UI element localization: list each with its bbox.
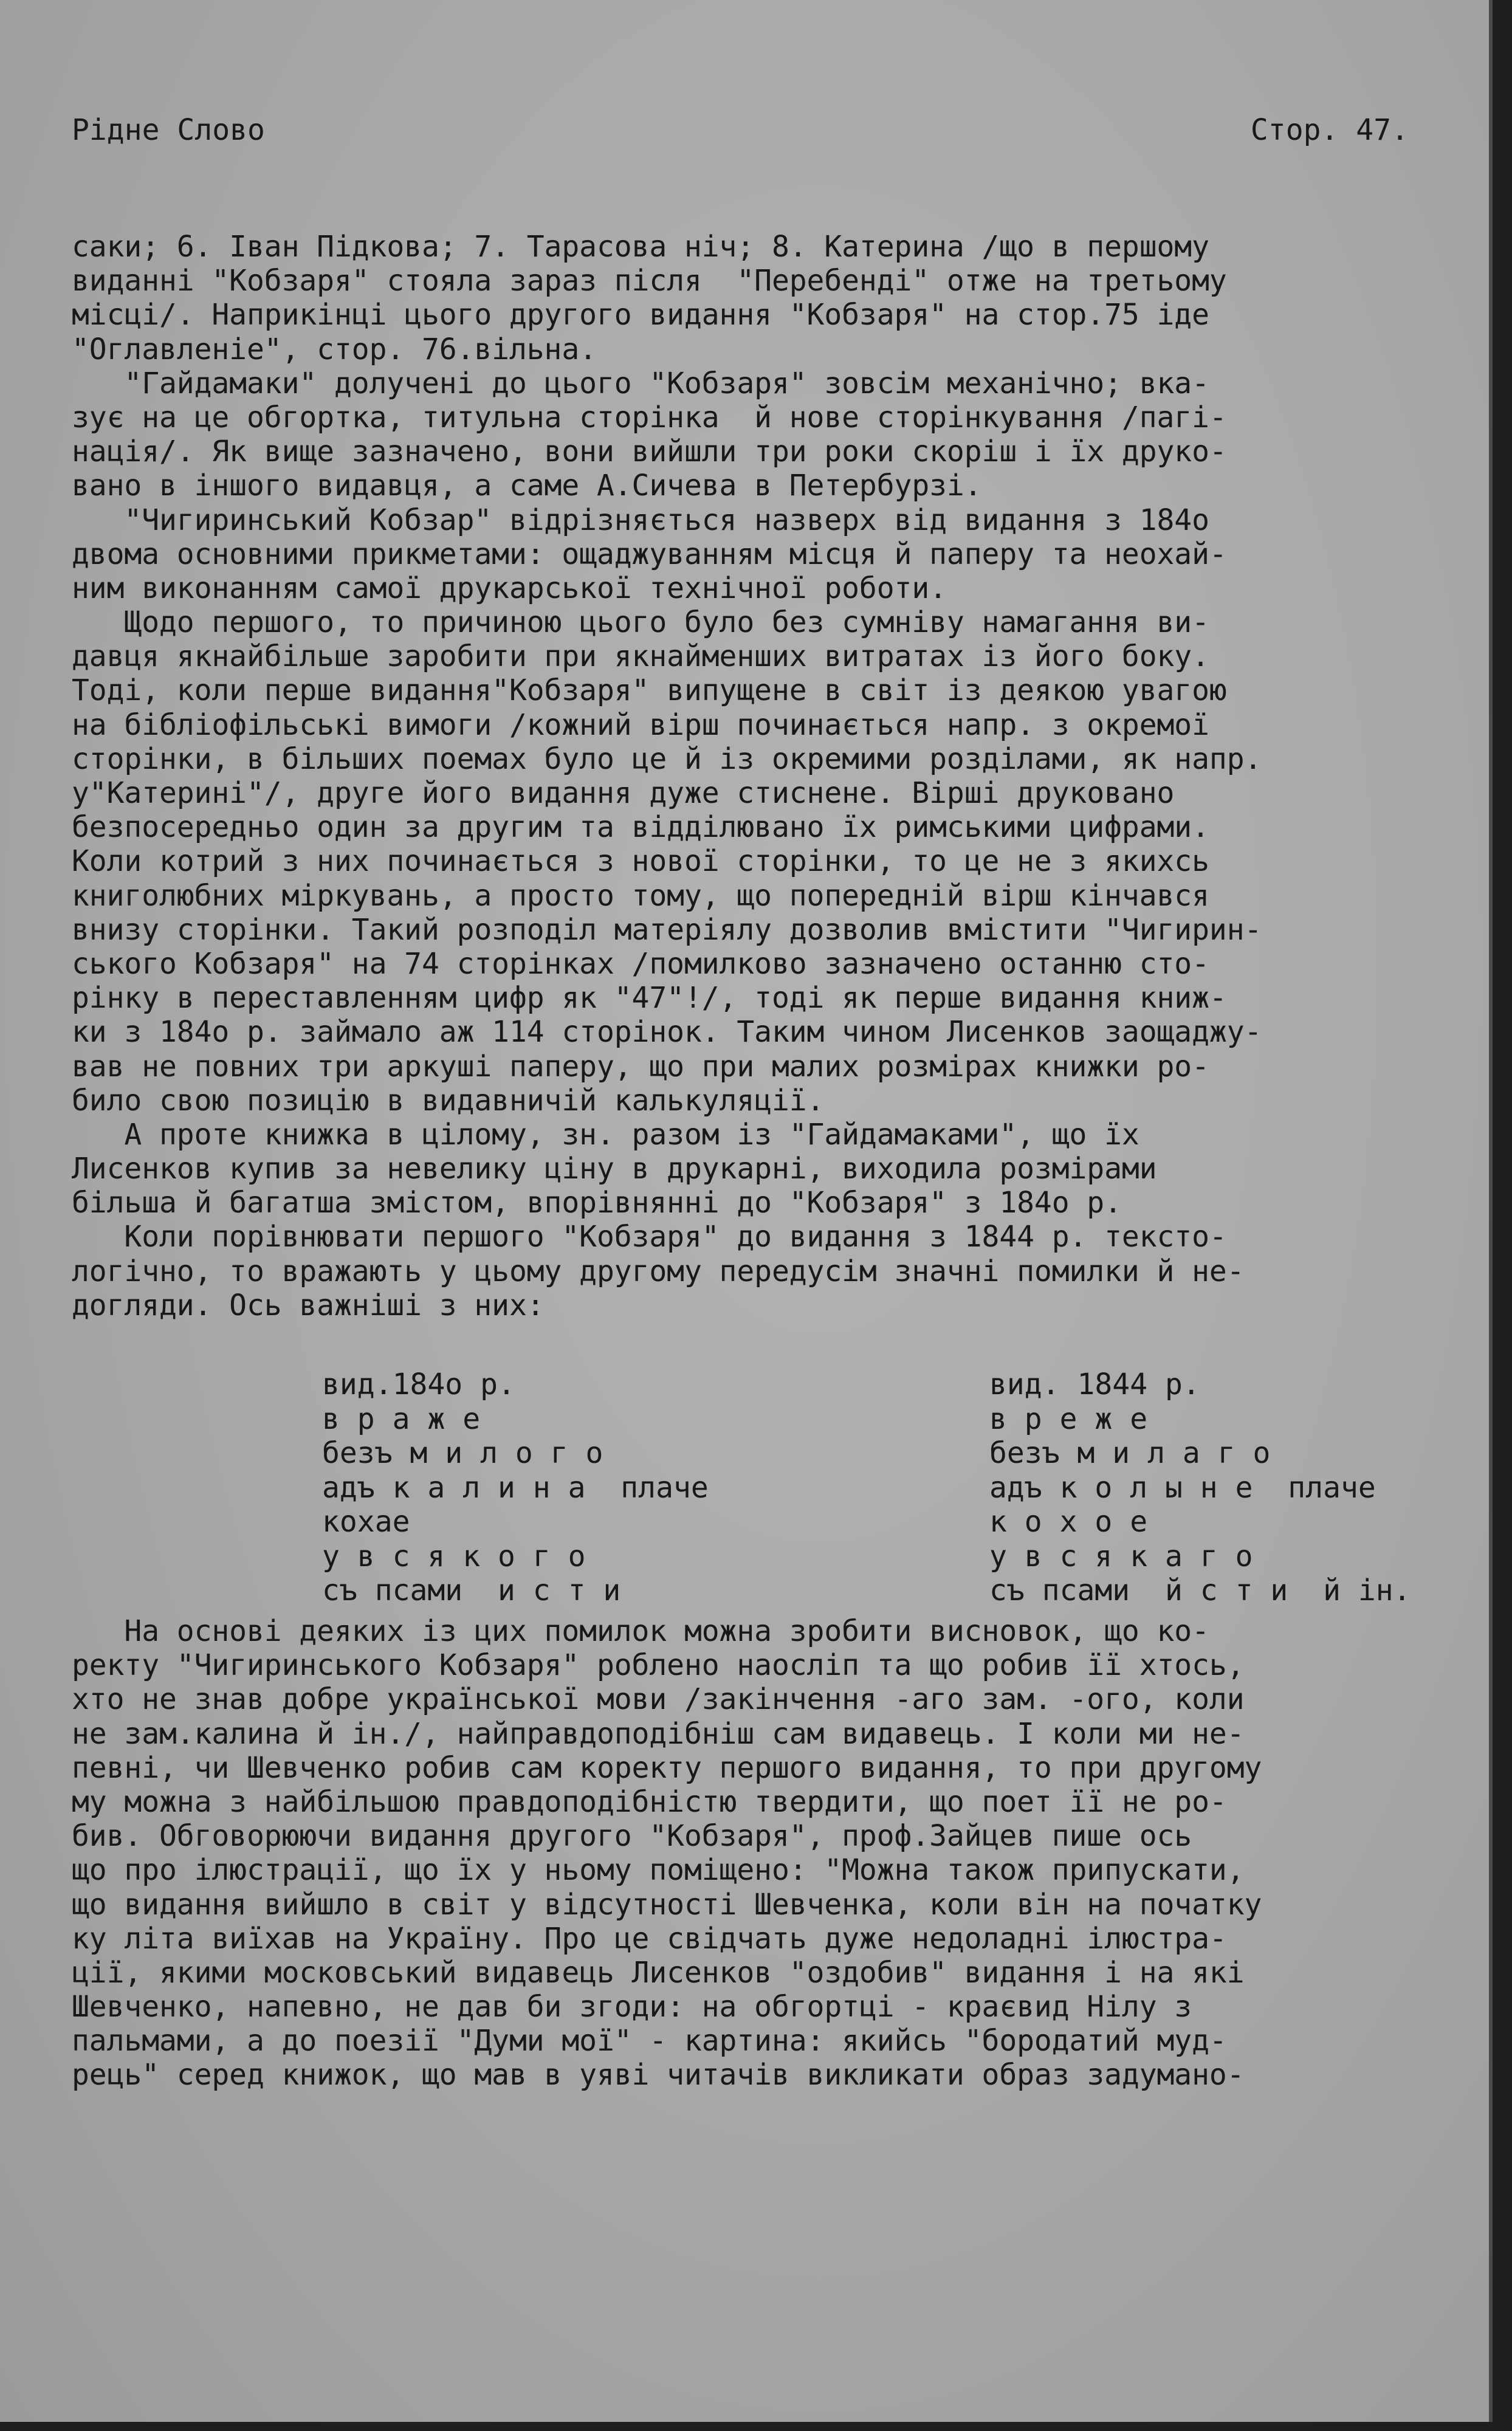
comparison-row	[72, 1367, 1469, 1402]
text-line: що видання вийшло в світ у відсутності Шевченка, коли він на початку	[72, 1887, 1262, 1922]
typewritten-document	[72, 0, 1482, 2422]
text-line: більша й багатша змістом, впорівнянні до "Кобзаря" з 184о р.	[72, 1186, 1122, 1220]
text-line: двома основними прикметами: ощаджуванням місця й паперу та неохай-	[72, 537, 1227, 571]
comparison-left: у в с я к о г о	[322, 1539, 586, 1573]
text-line: "Гайдамаки" долучені до цього "Кобзаря" зовсім механічно; вка-	[72, 366, 1209, 401]
text-line: не зам.калина й ін./, найправдоподібніш сам видавець. І коли ми не-	[72, 1716, 1245, 1751]
text-line: ки з 184о р. займало аж 114 сторінок. Таким чином Лисенков заощаджу-	[72, 1015, 1262, 1050]
text-block-bottom	[72, 1614, 1469, 2092]
comparison-row	[72, 1573, 1469, 1608]
text-line: саки; 6. Іван Підкова; 7. Тарасова ніч; 8. Катерина /що в першому	[72, 230, 1209, 264]
text-line: му можна з найбільшою правдоподібністю твердити, що поет її не ро-	[72, 1784, 1227, 1819]
text-line: безпосередньо один за другим та відділювано їх римськими цифрами.	[72, 810, 1209, 845]
text-line: рінку в переставленням цифр як "47"!/, тоді як перше видання книж-	[72, 981, 1227, 1016]
comparison-row	[72, 1505, 1469, 1539]
page-number: Стор. 47.	[1250, 113, 1409, 147]
text-line: Тоді, коли перше видання"Кобзаря" випущене в світ із деякою увагою	[72, 673, 1227, 708]
text-line: Коли котрий з них починається з нової сторінки, то це не з якихсь	[72, 844, 1209, 879]
text-line: Лисенков купив за невелику ціну в друкарні, виходила розмірами	[72, 1152, 1157, 1186]
text-line: "Оглавленіе", стор. 76.вільна.	[72, 332, 597, 366]
text-line: давця якнайбільше заробити при якнайменших витратах із його боку.	[72, 639, 1209, 674]
comparison-left: вид.184о р.	[322, 1367, 515, 1401]
comparison-row	[72, 1471, 1469, 1505]
comparison-left: адъ к а л и н а плаче	[322, 1470, 709, 1505]
comparison-left: съ псами и с т и	[322, 1573, 621, 1607]
text-line: било свою позицію в видавничій калькуляції.	[72, 1083, 825, 1118]
text-line: певні, чи Шевченко робив сам коректу першого видання, то при другому	[72, 1750, 1262, 1785]
page-header	[72, 113, 1409, 152]
text-line: що про ілюстрації, що їх у ньому поміщено: "Можна також припускати,	[72, 1853, 1245, 1888]
comparison-left: кохае	[322, 1505, 410, 1539]
comparison-right: к о х о е	[989, 1505, 1148, 1539]
comparison-left: безъ м и л о г о	[322, 1436, 603, 1470]
text-line: ку літа виїхав на Україну. Про це свідчать дуже недоладні ілюстра-	[72, 1921, 1227, 1956]
text-line: у"Катерині"/, друге його видання дуже стиснене. Вірші друковано	[72, 776, 1175, 810]
text-line: На основі деяких із цих помилок можна зробити висновок, що ко-	[72, 1614, 1209, 1648]
text-line: книголюбних міркувань, а просто тому, що попередній вірш кінчався	[72, 878, 1209, 913]
text-line: нація/. Як вище зазначено, вони вийшли три роки скоріш і їх друко-	[72, 435, 1227, 469]
comparison-right: адъ к о л ы н е плаче	[989, 1470, 1376, 1505]
comparison-right: у в с я к а г о	[989, 1539, 1253, 1573]
text-line: зує на це обгортка, титульна сторінка й нове сторінкування /пагі-	[72, 400, 1227, 435]
comparison-right: съ псами й с т и й ін.	[989, 1573, 1411, 1607]
comparison-row	[72, 1436, 1469, 1471]
text-line: бив. Обговорюючи видання другого "Кобзаря", проф.Зайцев пише ось	[72, 1819, 1192, 1854]
text-line: А проте книжка в цілому, зн. разом із "Гайдамаками", що їх	[72, 1117, 1139, 1152]
text-line: місці/. Наприкінці цього другого видання "Кобзаря" на стор.75 іде	[72, 298, 1209, 332]
text-line: Щодо першого, то причиною цього було без сумніву намагання ви-	[72, 605, 1209, 640]
text-line: вав не повних три аркуші паперу, що при малих розмірах книжки ро-	[72, 1049, 1209, 1084]
text-line: догляди. Ось важніші з них:	[72, 1288, 545, 1322]
text-line: внизу сторінки. Такий розподіл матеріялу дозволив вмістити "Чигирин-	[72, 912, 1262, 947]
text-line: ського Кобзаря" на 74 сторінках /помилково зазначено останню сто-	[72, 946, 1209, 981]
comparison-right: безъ м и л а г о	[989, 1436, 1271, 1470]
comparison-row	[72, 1402, 1469, 1437]
text-line: на бібліофільські вимоги /кожний вірш починається напр. з окремої	[72, 707, 1209, 742]
text-line: ректу "Чигиринського Кобзаря" роблено наосліп та що робив її хтось,	[72, 1648, 1245, 1683]
text-line: логічно, то вражають у цьому другому передусім значні помилки й не-	[72, 1254, 1245, 1288]
running-title: Рідне Слово	[72, 113, 265, 147]
text-line: вано в іншого видавця, а саме А.Сичева в Петербурзі.	[72, 469, 982, 503]
text-line: пальмами, а до поезії "Думи мої" - картина: якийсь "бородатий муд-	[72, 2024, 1227, 2058]
text-line: Коли порівнювати першого "Кобзаря" до видання з 1844 р. тексто-	[72, 1220, 1227, 1254]
text-line: Шевченко, напевно, не дав би згоди: на обгортці - краєвид Нілу з	[72, 1990, 1192, 2024]
text-block-top	[72, 230, 1469, 1322]
comparison-table	[72, 1367, 1469, 1608]
comparison-left: в р а ж е	[322, 1401, 481, 1436]
text-line: "Чигиринський Кобзар" відрізняється назверх від видання з 184о	[72, 503, 1209, 537]
comparison-row	[72, 1539, 1469, 1574]
text-line: ним виконанням самої друкарської технічної роботи.	[72, 571, 947, 605]
text-line: ції, якими московський видавець Лисенков "оздобив" видання і на які	[72, 1955, 1245, 1990]
comparison-right: вид. 1844 р.	[989, 1367, 1200, 1401]
comparison-right: в р е ж е	[989, 1401, 1148, 1436]
text-line: рець" серед книжок, що мав в уяві читачів викликати образ задумано-	[72, 2058, 1245, 2092]
text-line: сторінки, в більших поемах було це й із окремими розділами, як напр.	[72, 741, 1262, 776]
text-line: хто не знав добре української мови /закінчення -аго зам. -ого, коли	[72, 1682, 1245, 1717]
text-line: виданні "Кобзаря" стояла зараз після "Перебенді" отже на третьому	[72, 264, 1227, 298]
